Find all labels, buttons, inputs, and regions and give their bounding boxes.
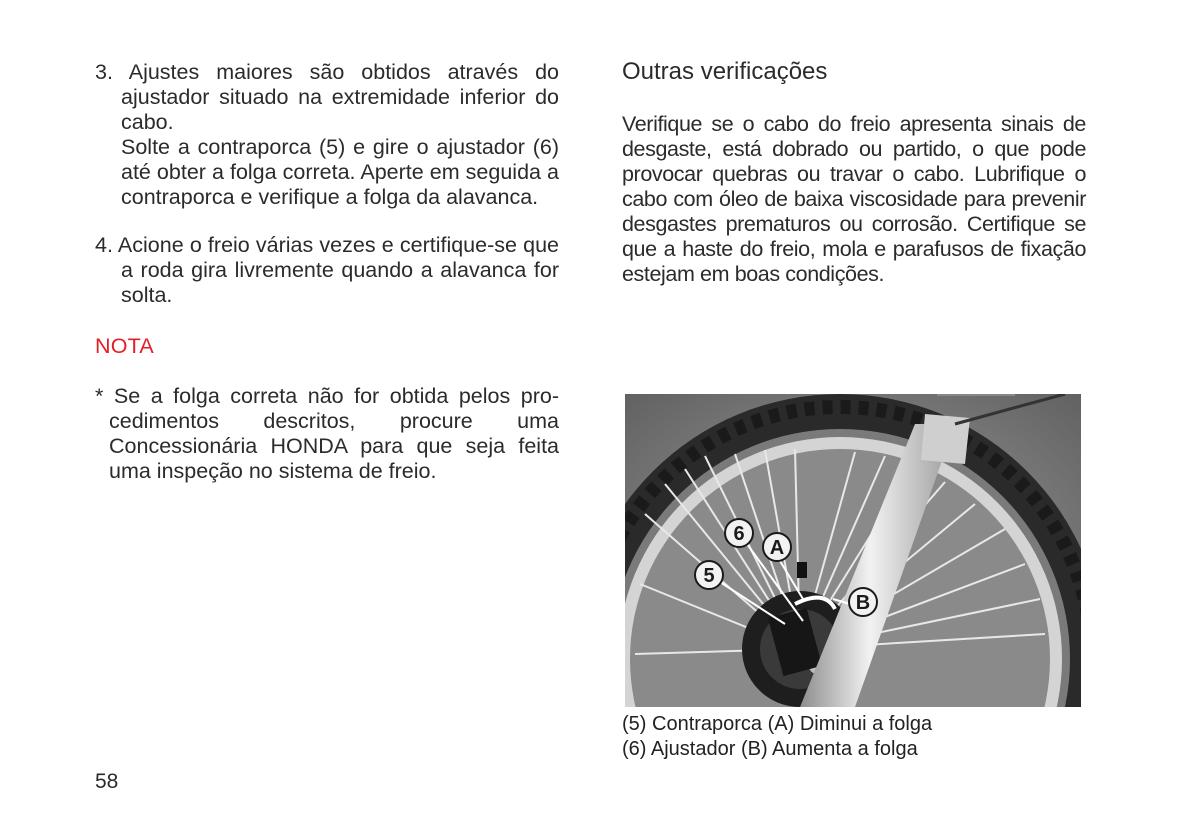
step-number: 3. <box>95 60 113 84</box>
note-label: NOTA <box>95 334 154 358</box>
callout-6-label: 6 <box>733 523 745 545</box>
step-text: Ajustes maiores são obtidos através do ajustador situado na extremidade inferior do cabo. <box>121 60 559 134</box>
note-body: Se a folga correta não for obtida pelos procedimentos descritos, procure uma Concessionária HONDA para que seja feita uma inspeção no sistema de freio. <box>109 384 559 483</box>
step-4 <box>95 233 559 308</box>
caption-line-1: (5) Contraporca (A) Diminui a folga <box>622 713 933 735</box>
section-heading: Outras verificações <box>622 58 828 85</box>
step-number: 4. <box>95 233 113 257</box>
step-text: Acione o freio várias vezes e certifique-se que a roda gira livremente quando a alavanca for solta. <box>117 233 559 307</box>
callout-b-label: B <box>855 592 871 614</box>
page-number: 58 <box>95 770 119 793</box>
step-3 <box>95 60 559 210</box>
wheel-illustration <box>625 394 1081 707</box>
caption-line-2: (6) Ajustador (B) Aumenta a folga <box>622 738 918 760</box>
photo-caption <box>622 712 932 762</box>
callout-6 <box>725 519 753 547</box>
callout-5-label: 5 <box>703 565 715 587</box>
step-text: Solte a contraporca (5) e gire o ajustador (6) até obter a folga correta. Aperte em seguida a contraporca e verifique a folga da alavanca. <box>121 135 559 209</box>
brake-photo <box>625 394 1081 707</box>
callout-b <box>849 588 877 616</box>
note-text <box>95 384 559 484</box>
section-paragraph: Verifique se o cabo do freio apresenta sinais de desgaste, está dobrado ou partido, o que pode provocar quebras ou travar o cabo. Lubrifique o cabo com óleo de baixa viscosidade para prevenir desgastes prematuros ou corrosão. Certifique se que a haste do freio, mola e parafusos de fixação estejam em boas condições. <box>622 112 1086 286</box>
callout-a <box>763 533 791 561</box>
callout-a-label: A <box>769 537 785 559</box>
note-bullet: * <box>95 384 104 408</box>
callout-5 <box>695 561 723 589</box>
